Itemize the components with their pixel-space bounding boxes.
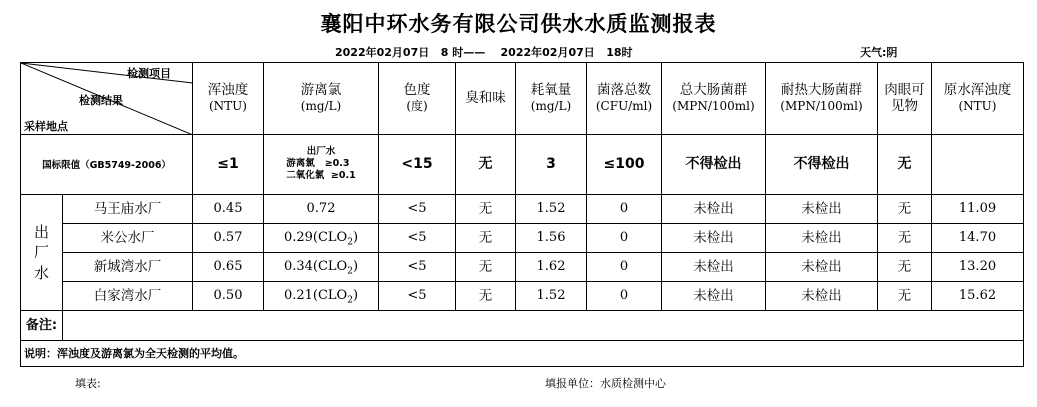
std-value: 无 bbox=[478, 156, 493, 173]
cell-raw-turbidity bbox=[932, 224, 1024, 253]
cell-odor bbox=[456, 224, 516, 253]
diagonal-header-cell bbox=[21, 63, 193, 135]
cell-chlorine bbox=[264, 253, 379, 282]
value: <5 bbox=[407, 259, 427, 275]
plant-name: 新城湾水厂 bbox=[93, 258, 162, 275]
subscript: 2 bbox=[347, 295, 353, 306]
std-colony bbox=[587, 135, 662, 195]
value: 0.57 bbox=[213, 230, 243, 246]
cell-thermo-coliform bbox=[766, 253, 878, 282]
cell-oxygen bbox=[516, 195, 587, 224]
std-value: 不得检出 bbox=[793, 156, 850, 173]
value: 0 bbox=[619, 259, 629, 275]
plant-name-cell bbox=[63, 195, 193, 224]
cell-coliform bbox=[662, 282, 766, 311]
value: 未检出 bbox=[801, 258, 842, 275]
note-row bbox=[21, 341, 1024, 367]
cell-turbidity bbox=[193, 253, 264, 282]
std-visible bbox=[878, 135, 932, 195]
value: 无 bbox=[478, 287, 493, 304]
cell-chlorine bbox=[264, 195, 379, 224]
col-unit: (度) bbox=[406, 99, 428, 113]
value: 13.20 bbox=[958, 259, 997, 275]
value: 0.29(CLO bbox=[283, 230, 348, 246]
value: 未检出 bbox=[693, 258, 734, 275]
cell-coliform bbox=[662, 253, 766, 282]
value: 未检出 bbox=[693, 287, 734, 304]
diag-item-label: 检测项目 bbox=[127, 67, 171, 80]
plant-name: 白家湾水厂 bbox=[93, 287, 162, 304]
cell-chlorine bbox=[264, 282, 379, 311]
plant-name-cell bbox=[63, 224, 193, 253]
water-quality-table bbox=[20, 62, 1024, 367]
plant-name: 米公水厂 bbox=[100, 229, 155, 246]
cell-odor bbox=[456, 253, 516, 282]
col-name: 耐热大肠菌群 bbox=[781, 82, 862, 99]
std-value: 无 bbox=[897, 156, 912, 173]
value: 无 bbox=[897, 200, 912, 217]
std-value: ≤100 bbox=[603, 156, 645, 173]
weather-label: 天气:阴 bbox=[860, 46, 898, 59]
cell-colony bbox=[587, 224, 662, 253]
std-value: 不得检出 bbox=[685, 156, 742, 173]
value: <5 bbox=[407, 201, 427, 217]
col-name: 浑浊度 bbox=[207, 82, 249, 99]
std-value: 3 bbox=[546, 156, 556, 173]
value: 0 bbox=[619, 230, 629, 246]
value: 1.62 bbox=[536, 259, 566, 275]
value: 无 bbox=[897, 287, 912, 304]
note-text: 说明：浑浊度及游离氯为全天检测的平均值。 bbox=[24, 346, 244, 360]
remarks-row bbox=[21, 311, 1024, 341]
cell-colony bbox=[587, 195, 662, 224]
value: 未检出 bbox=[693, 200, 734, 217]
cell-color bbox=[379, 253, 456, 282]
col-header-oxygen bbox=[516, 63, 587, 135]
std-raw-turbidity bbox=[932, 135, 1024, 195]
std-color bbox=[379, 135, 456, 195]
col-name: 总大肠菌群 bbox=[679, 82, 748, 99]
report-date-range: 2022年02月07日 8 时—— 2022年02月07日 18时 bbox=[335, 46, 633, 59]
col-header-odor bbox=[456, 63, 516, 135]
col-name: 耗氧量 bbox=[530, 82, 572, 99]
group-label: 出厂水 bbox=[33, 223, 49, 282]
col-unit: (MPN/100ml) bbox=[672, 99, 755, 113]
cell-odor bbox=[456, 282, 516, 311]
remarks-label: 备注: bbox=[21, 311, 63, 341]
col-header-color bbox=[379, 63, 456, 135]
value: <5 bbox=[407, 288, 427, 304]
col-name: 色度 bbox=[403, 82, 431, 99]
col-unit: (mg/L) bbox=[300, 99, 342, 113]
std-odor bbox=[456, 135, 516, 195]
value: 0.34(CLO bbox=[283, 259, 348, 275]
filler-label: 填表: bbox=[75, 377, 101, 390]
std-thermo-coliform bbox=[766, 135, 878, 195]
diag-location-label: 采样地点 bbox=[24, 120, 68, 133]
paren-close: ) bbox=[352, 259, 359, 275]
cell-colony bbox=[587, 253, 662, 282]
cell-visible bbox=[878, 253, 932, 282]
cell-color bbox=[379, 282, 456, 311]
value: 15.62 bbox=[958, 288, 997, 304]
paren-close: ) bbox=[352, 230, 359, 246]
remarks-value bbox=[63, 311, 1024, 341]
cell-raw-turbidity bbox=[932, 282, 1024, 311]
value: 无 bbox=[478, 229, 493, 246]
std-value: ≤1 bbox=[217, 156, 239, 173]
value: 0.65 bbox=[213, 259, 243, 275]
col-header-turbidity bbox=[193, 63, 264, 135]
plant-name-cell bbox=[63, 282, 193, 311]
cell-thermo-coliform bbox=[766, 282, 878, 311]
value: 未检出 bbox=[693, 229, 734, 246]
std-value: <15 bbox=[401, 156, 433, 173]
standard-label-cell bbox=[21, 135, 193, 195]
std-oxygen bbox=[516, 135, 587, 195]
std-chlorine-line: 出厂水 bbox=[306, 146, 336, 158]
value: 0 bbox=[619, 201, 629, 217]
value: <5 bbox=[407, 230, 427, 246]
cell-turbidity bbox=[193, 282, 264, 311]
paren-close: ) bbox=[352, 288, 359, 304]
value: 无 bbox=[478, 258, 493, 275]
col-unit: (NTU) bbox=[958, 99, 997, 113]
cell-chlorine bbox=[264, 224, 379, 253]
reporting-unit-label: 填报单位：水质检测中心 bbox=[545, 377, 666, 390]
value: 0.72 bbox=[306, 201, 336, 217]
cell-color bbox=[379, 195, 456, 224]
col-name: 游离氯 bbox=[300, 82, 342, 99]
col-name: 菌落总数 bbox=[597, 82, 651, 99]
cell-color bbox=[379, 224, 456, 253]
value: 0.21(CLO bbox=[283, 288, 348, 304]
col-header-raw-turbidity bbox=[932, 63, 1024, 135]
std-coliform bbox=[662, 135, 766, 195]
value: 1.56 bbox=[536, 230, 566, 246]
col-header-visible bbox=[878, 63, 932, 135]
plant-name-cell bbox=[63, 253, 193, 282]
standard-row bbox=[21, 135, 1024, 195]
col-name: 肉眼可见物 bbox=[884, 82, 925, 115]
table-row bbox=[21, 224, 1024, 253]
col-unit: (NTU) bbox=[209, 99, 247, 113]
note-cell bbox=[21, 341, 1024, 367]
cell-coliform bbox=[662, 224, 766, 253]
cell-turbidity bbox=[193, 224, 264, 253]
value: 0 bbox=[619, 288, 629, 304]
table-row bbox=[21, 253, 1024, 282]
cell-visible bbox=[878, 195, 932, 224]
table-row bbox=[21, 195, 1024, 224]
cell-visible bbox=[878, 282, 932, 311]
col-header-chlorine bbox=[264, 63, 379, 135]
value: 无 bbox=[478, 200, 493, 217]
cell-thermo-coliform bbox=[766, 195, 878, 224]
report-title: 襄阳中环水务有限公司供水水质监测报表 bbox=[320, 12, 717, 36]
cell-raw-turbidity bbox=[932, 253, 1024, 282]
value: 1.52 bbox=[536, 288, 566, 304]
value: 1.52 bbox=[536, 201, 566, 217]
group-label-cell bbox=[21, 195, 63, 311]
std-chlorine-line: 二氧化氯 ≥0.1 bbox=[286, 170, 356, 182]
value: 未检出 bbox=[801, 229, 842, 246]
col-unit: (mg/L) bbox=[530, 99, 572, 113]
cell-colony bbox=[587, 282, 662, 311]
cell-visible bbox=[878, 224, 932, 253]
cell-coliform bbox=[662, 195, 766, 224]
std-chlorine-line: 游离氯 ≥0.3 bbox=[286, 158, 350, 170]
std-chlorine bbox=[264, 135, 379, 195]
value: 0.45 bbox=[213, 201, 243, 217]
cell-thermo-coliform bbox=[766, 224, 878, 253]
diag-result-label: 检测结果 bbox=[79, 94, 123, 107]
col-name: 原水浑浊度 bbox=[943, 82, 1012, 99]
subscript: 2 bbox=[347, 237, 353, 248]
std-chlorine-block bbox=[286, 146, 355, 182]
col-header-thermo-coliform bbox=[766, 63, 878, 135]
value: 11.09 bbox=[958, 201, 997, 217]
std-turbidity bbox=[193, 135, 264, 195]
col-unit: (MPN/100ml) bbox=[780, 99, 863, 113]
value: 未检出 bbox=[801, 200, 842, 217]
standard-label: 国标限值（GB5749-2006） bbox=[42, 159, 171, 171]
value: 0.50 bbox=[213, 288, 243, 304]
value: 无 bbox=[897, 258, 912, 275]
cell-odor bbox=[456, 195, 516, 224]
col-unit: (CFU/ml) bbox=[595, 99, 653, 113]
cell-turbidity bbox=[193, 195, 264, 224]
cell-oxygen bbox=[516, 253, 587, 282]
value: 未检出 bbox=[801, 287, 842, 304]
value: 无 bbox=[897, 229, 912, 246]
cell-raw-turbidity bbox=[932, 195, 1024, 224]
col-name: 臭和味 bbox=[465, 90, 506, 107]
header-row bbox=[21, 63, 1024, 135]
table-row bbox=[21, 282, 1024, 311]
value: 14.70 bbox=[958, 230, 997, 246]
subscript: 2 bbox=[347, 266, 353, 277]
cell-oxygen bbox=[516, 282, 587, 311]
col-header-colony bbox=[587, 63, 662, 135]
plant-name: 马王庙水厂 bbox=[93, 200, 162, 217]
col-header-coliform bbox=[662, 63, 766, 135]
cell-oxygen bbox=[516, 224, 587, 253]
